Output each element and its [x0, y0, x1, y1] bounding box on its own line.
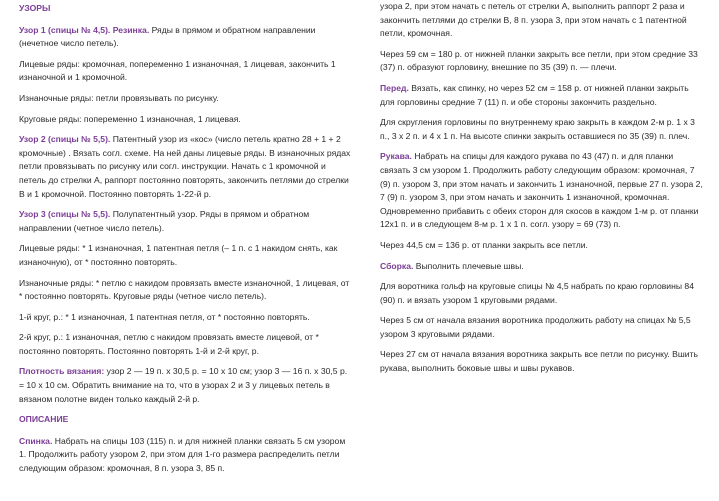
front-text: Вязать, как спинку, но через 52 см = 158 р. от нижней планки закрыть для горловины средние 7 (11) п. и обе стороны закончить раздельно. — [380, 82, 689, 107]
sleeves-heading: Рукава. — [380, 151, 412, 162]
sleeves-bind-off-paragraph: Через 44,5 см = 136 р. от планки закрыть все петли. — [380, 239, 588, 250]
round-rows-paragraph: Круговые ряды: попеременно 1 изнаночная, 1 лицевая. — [19, 113, 241, 124]
back-bind-off-paragraph: Через 59 см = 180 р. от нижней планки закрыть все петли, при этом средние 33 (37) п. образуют горловину, внешние по 35 (39) п. — плечи. — [380, 48, 698, 73]
assembly-heading: Сборка. — [380, 260, 414, 271]
pattern-3-knit-rows: Лицевые ряды: * 1 изнаночная, 1 патентная петля (– 1 п. с 1 накидом снять, как изнаночную), от * постоянно повторять. — [19, 243, 338, 267]
sleeves-paragraph — [380, 150, 705, 232]
back-paragraph — [19, 435, 352, 476]
front-paragraph — [380, 82, 705, 109]
back-heading: Спинка. — [19, 435, 53, 446]
knit-rows-paragraph: Лицевые ряды: кромочная, попеременно 1 изнаночная, 1 лицевая, закончить 1 изнаночной и 1 кромочной. — [19, 58, 336, 83]
assembly-paragraph — [380, 260, 705, 274]
pattern-3-text: Полупатентный узор. Ряды в прямом и обратном направлении (четное число петель). — [19, 209, 310, 233]
pattern-1-text: Ряды в прямом и обратном направлении (нечетное число петель). — [19, 24, 316, 49]
pattern-2-paragraph — [19, 133, 352, 201]
assembly-text: Выполнить плечевые швы. — [413, 260, 524, 271]
section-heading-patterns: УЗОРЫ — [19, 3, 51, 13]
pattern-3-heading: Узор 3 (спицы № 5,5). — [19, 209, 111, 220]
pattern-3-paragraph — [19, 208, 352, 235]
left-column — [19, 0, 352, 483]
pattern-2-heading: Узор 2 (спицы № 5,5). — [19, 134, 111, 145]
pattern-1-paragraph — [19, 24, 352, 51]
gauge-paragraph — [19, 365, 352, 406]
gauge-text: узор 2 — 19 п. х 30,5 р. = 10 х 10 см; узор 3 — 16 п. х 30,5 р. = 10 х 10 см. Обратить внимание на то, что в узорах 2 и 3 у лицевых петель в вязаном полотне виден только каждый 2-й р. — [19, 366, 348, 404]
right-column — [380, 0, 705, 383]
sleeves-text: Набрать на спицы для каждого рукава по 43 (47) п. и для планки связать 3 см узором 1. Продолжить работу следующим образом: кромочная, 7 (9) п. узором 3, при этом начать и закончить 1 изнаночной, первые 27 п. узора 2, 7 (9) п. узором 3, при этом начать и закончить 1 изнаночной, кромочная. Одновременно прибавить с обеих сторон для скосов в каждом 1-м р. от планки 12х1 п. и в следующем 8-м р. 1 х 1 п. согл. узору = 69 (73) п. — [380, 151, 703, 230]
round-1-paragraph: 1-й круг, р.: * 1 изнаночная, 1 патентная петля, от * постоянно повторять. — [19, 311, 310, 322]
collar-continue-paragraph: Через 5 см от начала вязания воротника продолжить работу на спицах № 5,5 узором 3 круговыми рядами. — [380, 315, 691, 339]
pattern-2-text: Патентный узор из «кос» (число петель кратно 28 + 1 + 2 кромочные) . Вязать согл. схеме. На ней даны лицевые ряды. В изнаночных рядах петли провязывать по рисунку или согл. инструкции. Начать с 1 кромочной и петель до стрелки А, раппорт постоянно повторять, закончить петлями до стрелки В и 1 кромочной. Постоянно повторять 1-22-й р. — [19, 134, 351, 199]
pattern-3-purl-rows: Изнаночные ряды: * петлю с накидом провязать вместе изнаночной, 1 лицевая, от * постоянно повторять. Круговые ряды (четное число петель). — [19, 277, 350, 302]
front-heading: Перед. — [380, 82, 409, 93]
back-continued-paragraph: узора 2, при этом начать с петель от стрелки А, выполнить раппорт 2 раза и закончить петлями до стрелки В, 8 п. узора 3, при этом начать с 1 патентной петли, кромочная. — [380, 1, 687, 39]
back-text: Набрать на спицы 103 (115) п. и для нижней планки связать 5 см узором 1. Продолжить работу узором 2, при этом для 1-го размера распределить петли следующим образом: кромочная, 8 п. узора 3, 85 п. — [19, 435, 346, 474]
pattern-1-heading: Узор 1 (спицы № 4,5). Резинка. — [19, 24, 150, 35]
neckline-paragraph: Для скругления горловины по внутреннему краю закрыть в каждом 2-м р. 1 х 3 п., 3 х 2 п. и 4 х 1 п. На высоте спинки закрыть оставшиеся по 35 (39) п. плеч. — [380, 117, 695, 141]
round-2-paragraph: 2-й круг, р.: 1 изнаночная, петлю с накидом провязать вместе лицевой, от * постоянно повторять. Постоянно повторять 1-й и 2-й круг, р. — [19, 332, 319, 356]
purl-rows-paragraph: Изнаночные ряды: петли провязывать по рисунку. — [19, 92, 219, 103]
collar-finish-paragraph: Через 27 см от начала вязания воротника закрыть все петли по рисунку. Вшить рукава, выполнить боковые швы и швы рукавов. — [380, 349, 698, 374]
gauge-heading: Плотность вязания: — [19, 366, 105, 377]
section-heading-description: ОПИСАНИЕ — [19, 414, 69, 425]
collar-paragraph: Для воротника гольф на круговые спицы № 4,5 набрать по краю горловины 84 (90) п. и вязать узором 1 круговыми рядами. — [380, 281, 694, 305]
